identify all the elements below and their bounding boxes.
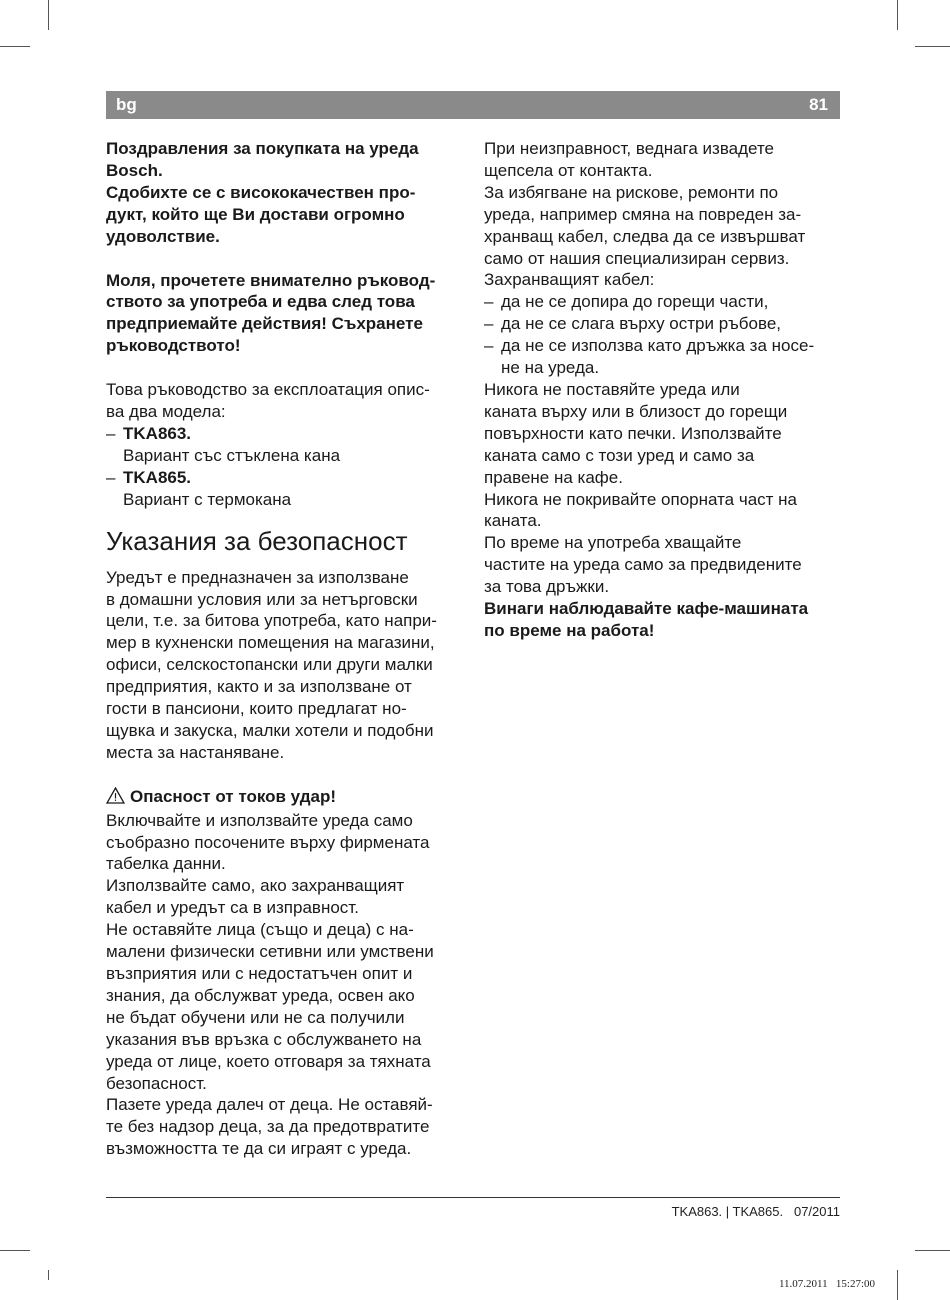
text-line: повърхности като печки. Използвайте bbox=[484, 423, 782, 443]
intro-line: удоволствие. bbox=[106, 226, 220, 246]
warning-line: безопасност. bbox=[106, 1073, 207, 1093]
footer-date: 07/2011 bbox=[793, 1204, 840, 1219]
text-line: При неизправност, веднага извадете bbox=[484, 139, 774, 158]
model-name: TKA863. bbox=[123, 423, 192, 443]
page-number: 81 bbox=[809, 95, 828, 114]
text-line: За избягване на рискове, ремонти по bbox=[484, 182, 779, 202]
footer-divider bbox=[106, 1197, 840, 1198]
text-line: правене на кафе. bbox=[484, 467, 623, 487]
warning-line: възприятия или с недостатъчен опит и bbox=[106, 964, 413, 983]
warning-line: Използвайте само, ако захранващият bbox=[106, 876, 405, 896]
text-line: за това дръжки. bbox=[484, 577, 610, 597]
text-line: частите на уреда само за предвидените bbox=[484, 555, 802, 575]
model-desc: Вариант със стъклена кана bbox=[123, 445, 341, 465]
footer bbox=[672, 1204, 840, 1219]
footer-models: TKA863. | TKA865. bbox=[671, 1204, 784, 1219]
text-line: каната само с този уред и само за bbox=[484, 445, 755, 465]
intro-line: Сдобихте се с висококачествен про- bbox=[106, 182, 416, 202]
left-column bbox=[106, 138, 461, 1160]
crop-mark bbox=[897, 1270, 898, 1300]
models-intro-line: ва два модела: bbox=[106, 402, 226, 422]
text-line: каната. bbox=[484, 511, 542, 531]
language-code: bg bbox=[116, 95, 137, 114]
usage-line: офиси, селскостопански или други малки bbox=[106, 655, 433, 675]
models-list bbox=[106, 423, 461, 511]
crop-mark bbox=[897, 0, 898, 30]
usage-line: мер в кухненски помещения на магазини, bbox=[106, 633, 435, 653]
crop-mark bbox=[48, 0, 49, 30]
model-name: TKA865. bbox=[123, 467, 192, 487]
section-heading: Указания за безопасност bbox=[106, 525, 408, 556]
print-timestamp: 11.07.2011 15:27:00 bbox=[778, 1278, 875, 1290]
right-column bbox=[484, 138, 844, 642]
list-item: – да не се използва като дръжка за носе- не на уреда. bbox=[484, 336, 815, 378]
warning-line: знания, да обслужват уреда, освен ако bbox=[106, 985, 415, 1005]
text-line: уреда, например смяна на повреден за- bbox=[484, 204, 802, 224]
instruction-line: ството за употреба и едва след това bbox=[106, 292, 415, 312]
bold-note-line: по време на работа! bbox=[484, 620, 655, 640]
usage-line: щувка и закуска, малки хотели и подобни bbox=[106, 720, 434, 740]
warning-line: възможността те да си играят с уреда. bbox=[106, 1139, 412, 1159]
usage-line: гости в пансиони, които предлагат но- bbox=[106, 699, 407, 719]
usage-line: места за настаняване. bbox=[106, 742, 285, 762]
models-intro-line: Това ръководство за експлоатация опис- bbox=[106, 380, 430, 400]
text-line: щепсела от контакта. bbox=[484, 160, 653, 180]
text-line: Никога не поставяйте уреда или bbox=[484, 379, 740, 399]
crop-mark bbox=[0, 46, 30, 47]
warning-title: Опасност от токов удар! bbox=[130, 786, 336, 806]
list-item: – TKA863. Вариант със стъклена кана bbox=[106, 423, 341, 465]
warning-line: кабел и уредът са в изправност. bbox=[106, 898, 359, 918]
text-line: само от нашия специализиран сервиз. bbox=[484, 248, 790, 268]
text-line: По време на употреба хващайте bbox=[484, 533, 742, 553]
text-line: Захранващият кабел: bbox=[484, 270, 655, 290]
crop-mark bbox=[915, 46, 950, 47]
warning-line: табелка данни. bbox=[106, 854, 226, 874]
crop-mark bbox=[915, 1250, 950, 1251]
warning-line: съобразно посочените върху фирмената bbox=[106, 832, 430, 852]
list-item: – да не се допира до горещи части, bbox=[484, 292, 769, 312]
text-line: хранващ кабел, следва да се извършват bbox=[484, 226, 806, 246]
warning-line: те без надзор деца, за да предотвратите bbox=[106, 1117, 430, 1137]
cable-list bbox=[484, 291, 844, 379]
usage-line: Уредът е предназначен за използване bbox=[106, 567, 409, 587]
text-line: Никога не покривайте опорната част на bbox=[484, 489, 798, 509]
instruction-line: предприемайте действия! Съхранете bbox=[106, 314, 423, 334]
warning-line: Пазете уреда далеч от деца. Не оставяй- bbox=[106, 1095, 433, 1115]
warning-heading bbox=[106, 786, 461, 810]
bold-note-line: Винаги наблюдавайте кафе-машината bbox=[484, 599, 809, 619]
warning-line: Не оставяйте лица (също и деца) с на- bbox=[106, 920, 414, 940]
crop-mark bbox=[0, 1250, 30, 1251]
intro-line: Bosch. bbox=[106, 160, 163, 180]
crop-mark bbox=[48, 1270, 49, 1280]
warning-triangle-icon bbox=[106, 787, 125, 810]
model-desc: Вариант с термокана bbox=[123, 489, 292, 509]
instruction-line: ръководството! bbox=[106, 336, 241, 356]
intro-line: Поздравления за покупката на уреда bbox=[106, 139, 419, 158]
usage-line: предприятия, както и за използване от bbox=[106, 677, 412, 697]
warning-line: Включвайте и използвайте уреда само bbox=[106, 810, 413, 830]
warning-line: уреда от лице, което отговаря за тяхната bbox=[106, 1051, 431, 1071]
list-item: – да не се слага върху остри ръбове, bbox=[484, 314, 782, 334]
list-item: – TKA865. Вариант с термокана bbox=[106, 467, 292, 509]
text-line: каната върху или в близост до горещи bbox=[484, 401, 788, 421]
instruction-line: Моля, прочетете внимателно ръковод- bbox=[106, 270, 436, 290]
usage-line: в домашни условия или за нетърговски bbox=[106, 589, 418, 609]
usage-line: цели, т.е. за битова употреба, като напри- bbox=[106, 611, 437, 631]
warning-line: не бъдат обучени или не са получили bbox=[106, 1007, 405, 1027]
intro-line: дукт, който ще Ви достави огромно bbox=[106, 204, 405, 224]
warning-line: указания във връзка с обслужването на bbox=[106, 1029, 422, 1049]
header-bar bbox=[106, 91, 840, 119]
warning-line: малени физически сетивни или умствени bbox=[106, 942, 434, 962]
